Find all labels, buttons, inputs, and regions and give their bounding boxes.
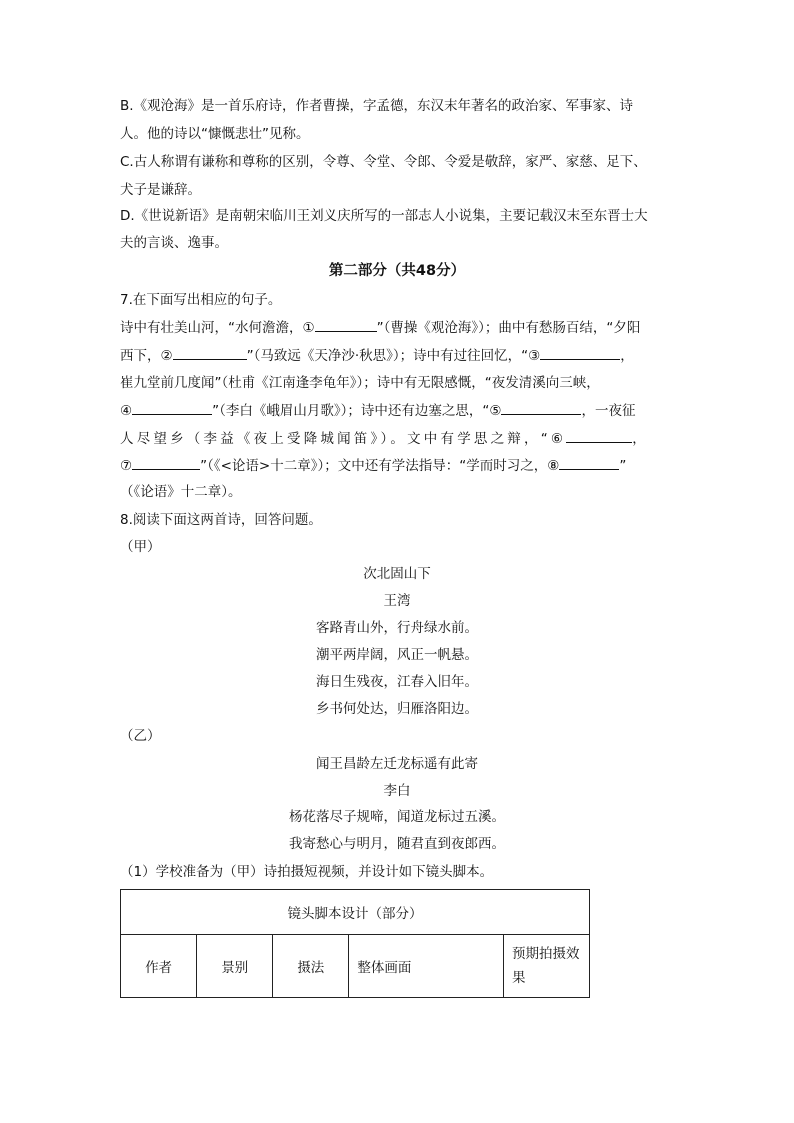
answer-blank-2[interactable]	[173, 345, 247, 360]
q7-line2-text-c: ，	[620, 348, 634, 364]
option-c-line1: C.古人称谓有谦称和尊称的区别，令尊、令堂、令郎、令爱是敬辞，家严、家慈、足下、	[120, 154, 647, 170]
answer-blank-8[interactable]	[559, 455, 619, 470]
q7-line6	[120, 455, 626, 476]
option-b-line1: B.《观沧海》是一首乐府诗，作者曹操，字孟德，东汉末年著名的政治家、军事家、诗	[120, 98, 634, 114]
q7-line2-text-b: ”（马致远《天净沙·秋思》）；诗中有过往回忆，“③	[246, 348, 541, 364]
poem-b-line-1: 杨花落尽子规啼，闻道龙标过五溪。	[289, 809, 505, 825]
poem-b-line-2: 我寄愁心与明月，随君直到夜郎西。	[289, 836, 505, 852]
answer-blank-1[interactable]	[315, 317, 377, 332]
q7-line2	[120, 345, 634, 366]
q7-line7: （《论语》十二章）。	[120, 484, 242, 500]
q7-line2-text-a: 西下，②	[120, 348, 173, 364]
poem-a-line-2: 潮平两岸阔，风正一帆悬。	[316, 647, 478, 663]
header-shot-size: 景别	[197, 935, 273, 998]
q7-line1-text-b: ”（曹操《观沧海》）；曲中有愁肠百结，“夕阳	[376, 320, 641, 336]
poem-b-label: （乙）	[120, 728, 161, 744]
option-d-line1: D.《世说新语》是南朝宋临川王刘义庆所写的一部志人小说集，主要记载汉末至东晋士大	[120, 208, 648, 224]
poem-a-line-3: 海日生残夜，江春入旧年。	[316, 674, 478, 690]
q7-line6-text-b: ”（《<论语>十二章》）；文中还有学法指导：“学而时习之，⑧	[200, 458, 560, 474]
header-expected-effect: 预期拍摄效果	[504, 935, 590, 998]
part2-title: 第二部分（共48分）	[328, 263, 466, 279]
header-author: 作者	[121, 935, 197, 998]
q7-line5-text-a: 人尽望乡（李益《夜上受降城闻笛》）。文中有学思之辩，“⑥	[120, 431, 567, 447]
answer-blank-7[interactable]	[132, 455, 200, 470]
q8-prompt: 8.阅读下面这两首诗，回答问题。	[120, 512, 322, 528]
q7-line6-text-a: ⑦	[120, 458, 133, 474]
table-header-row	[121, 935, 590, 998]
header-overall-scene: 整体画面	[349, 935, 504, 998]
header-camera-technique: 摄法	[273, 935, 349, 998]
option-c-line2: 犬子是谦辞。	[120, 182, 201, 198]
q8-sub1: （1）学校准备为（甲）诗拍摄短视频，并设计如下镜头脚本。	[120, 864, 494, 880]
poem-a-author: 王湾	[383, 593, 411, 609]
option-d-line2: 夫的言谈、逸事。	[120, 235, 228, 251]
option-b-line2: 人。他的诗以“慷慨悲壮”见称。	[120, 126, 310, 142]
q7-prompt: 7.在下面写出相应的句子。	[120, 292, 282, 308]
table-title: 镜头脚本设计（部分）	[121, 890, 590, 935]
q7-line3: 崔九堂前几度闻”（杜甫《江南逢李龟年》）；诗中有无限感慨，“夜发清溪向三峡，	[120, 375, 600, 391]
poem-a-line-1: 客路青山外，行舟绿水前。	[316, 620, 478, 636]
poem-a-line-4: 乡书何处达，归雁洛阳边。	[316, 701, 478, 717]
q7-line5	[120, 428, 649, 449]
q7-line4-text-c: ，一夜征	[581, 403, 636, 419]
poem-b-title: 闻王昌龄左迁龙标遥有此寄	[316, 756, 478, 772]
q7-line4-text-a: ④	[120, 403, 133, 419]
q7-line1-text-a: 诗中有壮美山河，“水何澹澹，①	[120, 320, 315, 336]
poem-b-author: 李白	[383, 783, 411, 799]
shot-script-table	[120, 889, 590, 998]
answer-blank-6[interactable]	[566, 428, 632, 443]
poem-a-label: （甲）	[120, 539, 161, 555]
q7-line1	[120, 317, 640, 338]
q7-line5-text-b: ，	[632, 431, 649, 447]
poem-a-title: 次北固山下	[363, 566, 431, 582]
q7-line4-text-b: ”（李白《峨眉山月歌》）；诗中还有边塞之思，“⑤	[212, 403, 502, 419]
answer-blank-5[interactable]	[501, 400, 581, 415]
answer-blank-4[interactable]	[132, 400, 212, 415]
answer-blank-3[interactable]	[540, 345, 620, 360]
q7-line4	[120, 400, 635, 421]
q7-line6-text-c: ”	[619, 458, 627, 474]
